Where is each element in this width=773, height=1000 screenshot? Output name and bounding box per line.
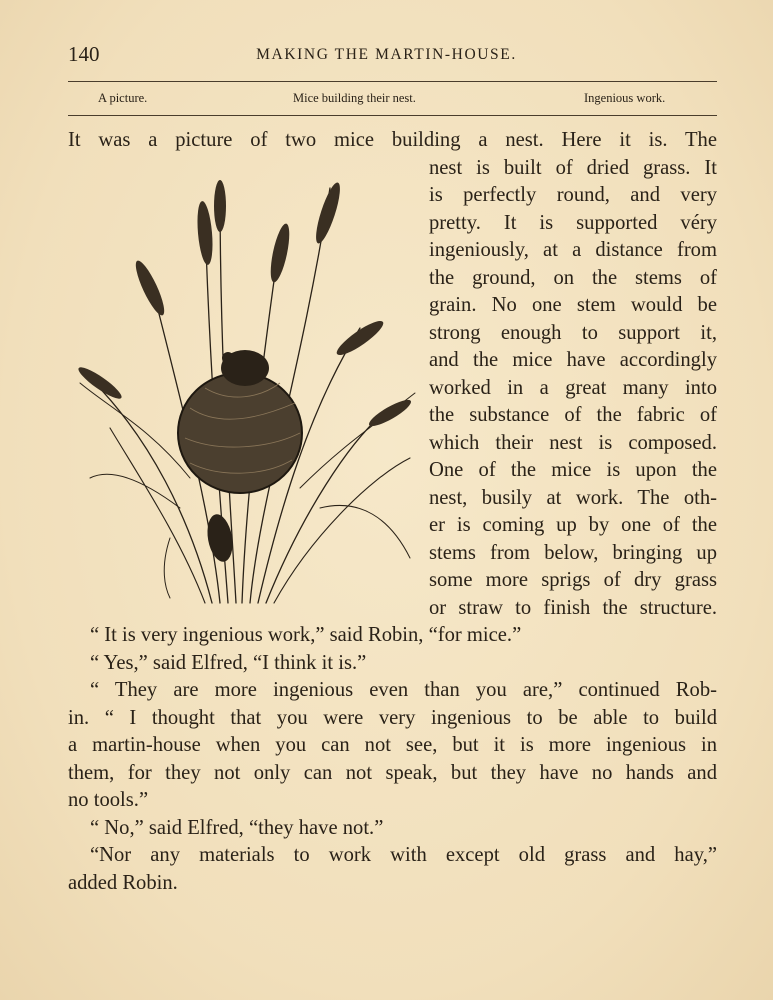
text-line: the substance of the fabric of bbox=[429, 404, 717, 426]
text-line: and the mice have accordingly bbox=[429, 349, 717, 371]
text-line: them, for they not only can not speak, but they have no hands and bbox=[68, 761, 717, 784]
header-rule-top bbox=[68, 81, 717, 82]
text-line: “Nor any materials to work with except old grass and hay,” bbox=[90, 844, 717, 866]
text-line: grain. No one stem would be bbox=[429, 294, 717, 316]
header-rule-bottom bbox=[68, 115, 717, 116]
text-line: nest is built of dried grass. It bbox=[429, 156, 717, 179]
text-line: “ Yes,” said Elfred, “I think it is.” bbox=[90, 651, 367, 674]
text-line: stems from below, bringing up bbox=[429, 541, 717, 564]
text-line: some more sprigs of dry grass bbox=[429, 569, 717, 591]
text-line: “ It is very ingenious work,” said Robin, “for mice.” bbox=[90, 624, 522, 646]
running-title: MAKING THE MARTIN-HOUSE. bbox=[256, 46, 517, 63]
text-line: added Robin. bbox=[68, 871, 178, 894]
text-line: One of the mice is upon the bbox=[429, 459, 717, 481]
text-line: pretty. It is supported véry bbox=[429, 211, 717, 234]
topic-note-2: Mice building their nest. bbox=[293, 91, 416, 105]
text-line: “ They are more ingenious even than you are,” continued Rob- bbox=[90, 679, 717, 701]
page-number: 140 bbox=[68, 42, 100, 66]
text-line: ingeniously, at a distance from bbox=[429, 239, 717, 261]
text-line: strong enough to support it, bbox=[429, 321, 717, 344]
text-line: nest, busily at work. The oth- bbox=[429, 486, 717, 509]
topic-note-3: Ingenious work. bbox=[584, 91, 666, 105]
text-line: or straw to finish the structure. bbox=[429, 596, 717, 619]
text-line: is perfectly round, and very bbox=[429, 184, 717, 206]
text-line: the ground, on the stems of bbox=[429, 266, 717, 289]
text-line: a martin-house when you can not see, but it is more ingenious in bbox=[68, 734, 717, 756]
text-line: “ No,” said Elfred, “they have not.” bbox=[90, 816, 384, 839]
text-line: It was a picture of two mice building a nest. Here it is. The bbox=[68, 129, 717, 151]
text-line: which their nest is composed. bbox=[429, 431, 717, 454]
text-line: no tools.” bbox=[68, 789, 149, 811]
text-line: in. “ I thought that you were very ingenious to be able to build bbox=[68, 706, 717, 729]
text-line: er is coming up by one of the bbox=[429, 514, 717, 536]
topic-note-1: A picture. bbox=[98, 91, 148, 105]
body-text bbox=[68, 127, 717, 897]
text-line: worked in a great many into bbox=[429, 376, 717, 399]
